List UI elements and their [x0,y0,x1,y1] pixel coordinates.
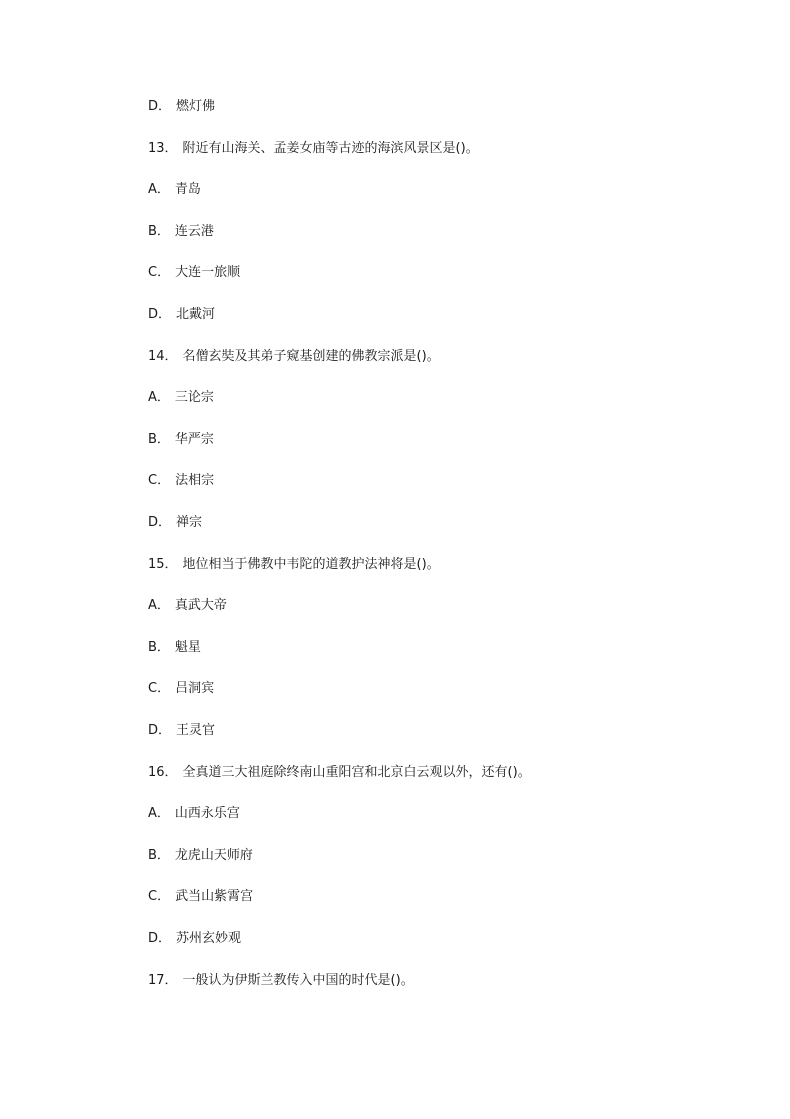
option-text: 王灵官 [176,723,216,738]
question-number: 17． [148,973,178,988]
option-label: C． [148,889,171,904]
option-d-q12 [148,98,215,116]
option-d-q13 [148,306,215,324]
option-d-q15 [148,722,215,740]
option-label: B． [148,432,170,447]
option-b-q13 [148,223,214,241]
question-15 [148,556,440,574]
option-text: 华严宗 [174,432,214,447]
option-c-q16 [148,888,253,906]
option-text: 三论宗 [174,390,214,405]
question-17 [148,972,414,990]
option-b-q14 [148,431,214,449]
option-label: A． [148,806,170,821]
question-13 [148,140,479,158]
option-b-q16 [148,847,253,865]
option-text: 法相宗 [175,473,215,488]
option-text: 魁星 [174,640,201,655]
option-label: D． [148,307,172,322]
option-text: 北戴河 [176,307,216,322]
option-a-q13 [148,181,201,199]
option-text: 禅宗 [176,515,203,530]
option-a-q14 [148,389,214,407]
option-text: 龙虎山天师府 [174,848,253,863]
question-text: 地位相当于佛教中韦陀的道教护法神将是()。 [182,557,440,572]
option-text: 吕洞宾 [175,681,215,696]
question-text: 全真道三大祖庭除终南山重阳宫和北京白云观以外，还有()。 [182,765,531,780]
option-text: 武当山紫霄宫 [175,889,254,904]
option-label: C． [148,681,171,696]
option-b-q15 [148,639,201,657]
option-a-q16 [148,805,240,823]
question-number: 16． [148,765,178,780]
option-label: B． [148,224,170,239]
question-number: 15． [148,557,178,572]
option-label: D． [148,723,172,738]
option-d-q16 [148,930,241,948]
option-text: 燃灯佛 [176,99,216,114]
question-16 [148,764,531,782]
option-label: A． [148,598,170,613]
option-label: B． [148,848,170,863]
option-c-q14 [148,472,214,490]
option-text: 大连一旅顺 [175,265,241,280]
question-text: 一般认为伊斯兰教传入中国的时代是()。 [182,973,414,988]
option-label: C． [148,265,171,280]
option-label: C． [148,473,171,488]
question-number: 13． [148,141,178,156]
option-c-q13 [148,264,240,282]
question-14 [148,348,440,366]
option-a-q15 [148,597,227,615]
option-text: 连云港 [174,224,214,239]
question-number: 14． [148,349,178,364]
option-text: 真武大帝 [174,598,227,613]
option-text: 青岛 [174,182,201,197]
option-text: 山西永乐宫 [174,806,240,821]
option-label: B． [148,640,170,655]
option-label: A． [148,390,170,405]
question-text: 名僧玄奘及其弟子窥基创建的佛教宗派是()。 [182,349,440,364]
option-label: D． [148,931,172,946]
option-d-q14 [148,514,202,532]
option-text: 苏州玄妙观 [176,931,242,946]
option-label: D． [148,515,172,530]
option-label: A． [148,182,170,197]
option-c-q15 [148,680,214,698]
question-text: 附近有山海关、孟姜女庙等古迹的海滨风景区是()。 [182,141,479,156]
option-label: D． [148,99,172,114]
